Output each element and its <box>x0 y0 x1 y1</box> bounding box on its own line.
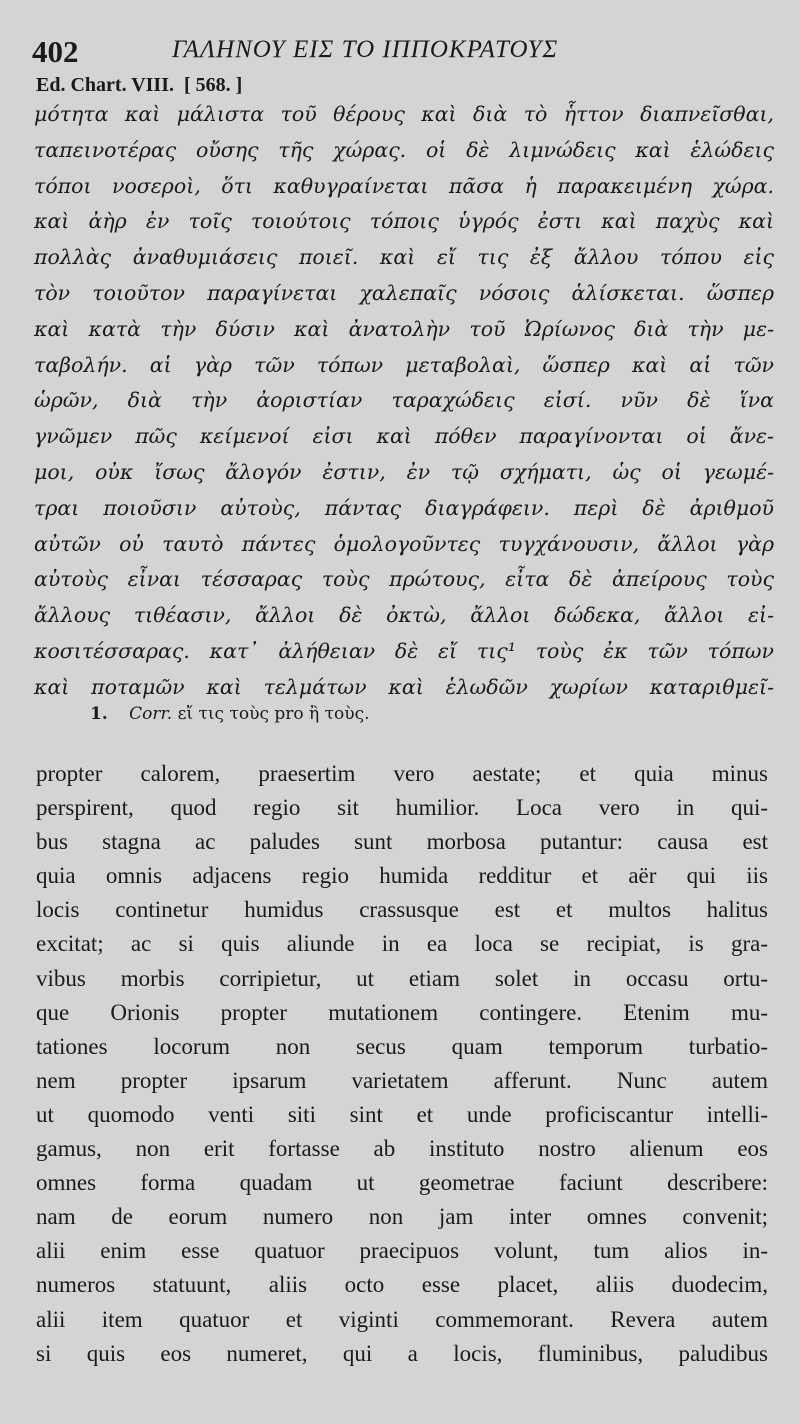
greek-line: καὶ ἀὴρ ἐν τοῖς τοιούτοις τόποις ὑγρός ἐστι καὶ παχὺς καὶ <box>34 209 774 234</box>
latin-line: nam de eorum numero non jam inter omnes convenit; <box>36 1204 768 1230</box>
greek-line: ἄλλους τιθέασιν, ἄλλοι δὲ ὀκτὼ, ἄλλοι δώδεκα, ἄλλοι εἰ- <box>34 603 774 628</box>
latin-line: vibus morbis corripietur, ut etiam solet in occasu ortu- <box>36 965 768 991</box>
latin-line: omnes forma quadam ut geometrae faciunt describere: <box>36 1170 768 1196</box>
greek-line: ταβολήν. αἱ γὰρ τῶν τόπων μεταβολαὶ, ὥσπερ καὶ αἱ τῶν <box>34 352 774 377</box>
greek-line: κοσιτέσσαρας. κατ᾽ ἀλήθειαν δὲ εἴ τις¹ τοὺς ἐκ τῶν τόπων <box>34 638 774 663</box>
footnote-corr-label: Corr. <box>129 704 173 724</box>
greek-line: πολλὰς ἀναθυμιάσεις ποιεῖ. καὶ εἴ τις ἐξ ἄλλου τόπου εἰς <box>34 245 774 270</box>
latin-line: nem propter ipsarum varietatem afferunt. Nunc autem <box>36 1067 768 1093</box>
greek-line: μότητα καὶ μάλιστα τοῦ θέρους καὶ διὰ τὸ ἧττον διαπνεῖσθαι, <box>34 102 774 126</box>
latin-text-block <box>36 757 768 1371</box>
greek-text-block <box>34 97 774 706</box>
footnote-pro-text: ἢ τοὺς. <box>309 704 370 724</box>
greek-line: γνῶμεν πῶς κείμενοί εἰσι καὶ πόθεν παραγίνονται οἱ ἄνε- <box>34 424 774 449</box>
latin-line: quia omnis adjacens regio humida redditur et aër qui iis <box>36 863 768 889</box>
footnote-corr-text: εἴ τις τοὺς <box>177 704 269 724</box>
latin-line: gamus, non erit fortasse ab instituto nostro alienum eos <box>36 1136 768 1162</box>
footnote <box>90 704 370 724</box>
greek-line: ὡρῶν, διὰ τὴν ἀοριστίαν ταραχώδεις εἰσί. νῦν δὲ ἵνα <box>34 388 774 413</box>
greek-line: τόποι νοσεροὶ, ὅτι καθυγραίνεται πᾶσα ἡ παρακειμένη χώρα. <box>34 173 774 198</box>
latin-line: excitat; ac si quis aliunde in ea loca se recipiat, is gra- <box>36 931 768 957</box>
latin-line: numeros statuunt, aliis octo esse placet, aliis duodecim, <box>36 1272 768 1298</box>
latin-line: propter calorem, praesertim vero aestate; et quia minus <box>36 761 768 786</box>
greek-line: μοι, οὐκ ἴσως ἄλογόν ἐστιν, ἐν τῷ σχήματι, ὡς οἱ γεωμέ- <box>34 459 774 484</box>
greek-line: καὶ κατὰ τὴν δύσιν καὶ ἀνατολὴν τοῦ Ὠρίωνος διὰ τὴν με- <box>34 316 774 341</box>
footnote-pro-word: pro <box>274 704 304 724</box>
latin-line: ut quomodo venti siti sint et unde proficiscantur intelli- <box>36 1101 768 1127</box>
latin-line: alii enim esse quatuor praecipuos volunt, tum alios in- <box>36 1238 768 1264</box>
greek-line: αὐτοὺς εἶναι τέσσαρας τοὺς πρώτους, εἶτα δὲ ἀπείρους τοὺς <box>34 567 774 592</box>
page-number: 402 <box>32 34 79 69</box>
latin-line: tationes locorum non secus quam temporum turbatio- <box>36 1033 768 1059</box>
edition-reference: Ed. Chart. VIII. [ 568. ] <box>36 74 243 96</box>
latin-line: bus stagna ac paludes sunt morbosa putantur: causa est <box>36 829 768 855</box>
greek-line: αὐτῶν οὐ ταυτὸ πάντες ὁμολογοῦντες τυγχάνουσιν, ἄλλοι γὰρ <box>34 531 774 556</box>
latin-line: si quis eos numeret, qui a locis, fluminibus, paludibus <box>36 1340 768 1366</box>
greek-line: καὶ ποταμῶν καὶ τελμάτων καὶ ἑλωδῶν χωρίων καταριθμεῖ- <box>34 674 774 699</box>
footnote-number: 1. <box>90 704 108 724</box>
greek-line: τὸν τοιοῦτον παραγίνεται χαλεπαῖς νόσοις ἁλίσκεται. ὥσπερ <box>34 280 774 305</box>
latin-line: alii item quatuor et viginti commemorant. Revera autem <box>36 1306 768 1332</box>
latin-line: perspirent, quod regio sit humilior. Loca vero in qui- <box>36 795 768 821</box>
latin-line: que Orionis propter mutationem contingere. Etenim mu- <box>36 999 768 1025</box>
page-header <box>32 30 772 70</box>
greek-line: ταπεινοτέρας οὔσης τῆς χώρας. οἱ δὲ λιμνώδεις καὶ ἑλώδεις <box>34 137 774 162</box>
greek-line: τραι ποιοῦσιν αὐτοὺς, πάντας διαγράφειν. περὶ δὲ ἀριθμοῦ <box>34 495 774 520</box>
latin-line: locis continetur humidus crassusque est et multos halitus <box>36 897 768 923</box>
running-title: ΓΑΛΗΝΟΥ ΕΙΣ ΤΟ ΙΠΠΟΚΡΑΤΟΥΣ <box>172 36 559 63</box>
